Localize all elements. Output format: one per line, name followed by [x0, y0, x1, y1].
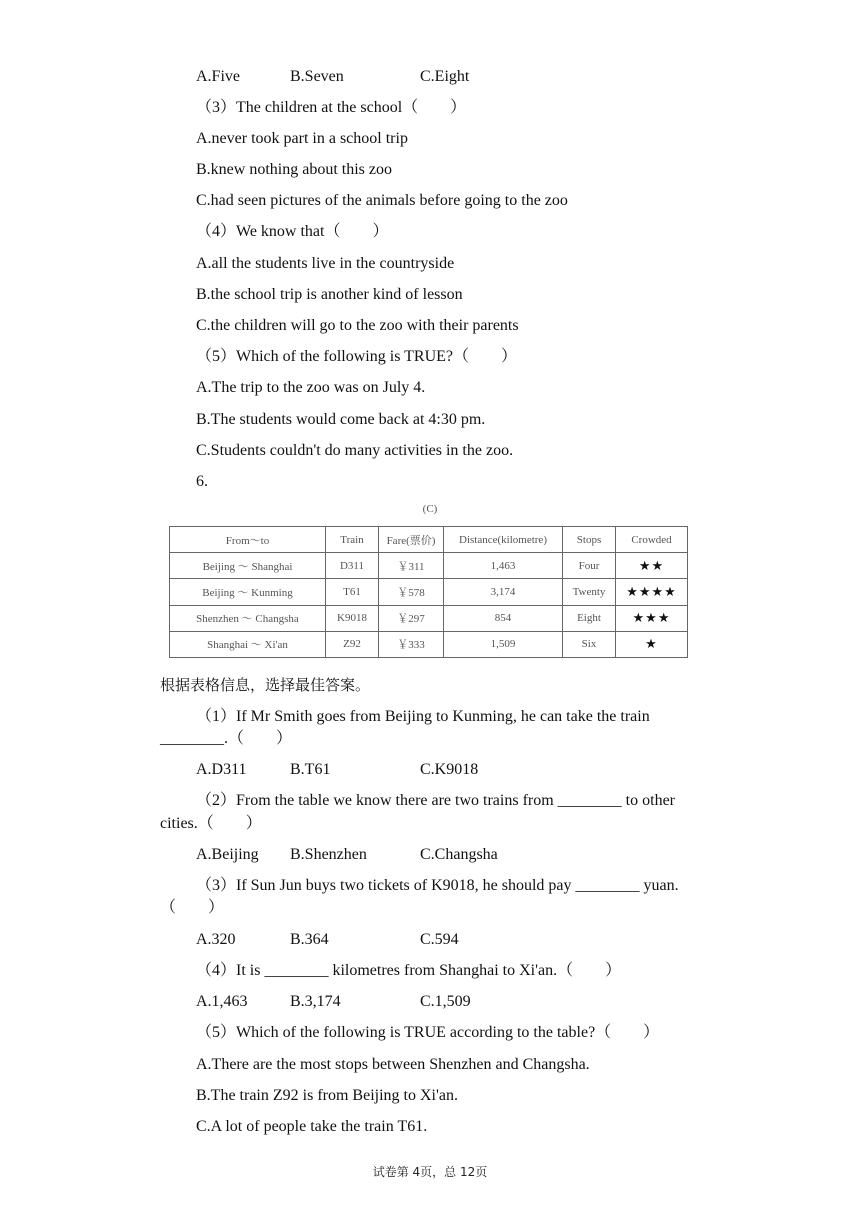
- column-header: From～to: [170, 527, 326, 553]
- table-cell: 1,509: [444, 631, 563, 657]
- option-c: C.Changsha: [420, 846, 498, 863]
- table-cell: D311: [326, 553, 379, 579]
- table-cell: Eight: [563, 605, 616, 631]
- table-cell: Twenty: [563, 579, 616, 605]
- option-a: A.Beijing: [196, 846, 259, 863]
- table-caption: (C): [422, 503, 438, 515]
- crowded-stars: ★★★★: [616, 579, 688, 605]
- question-stem-cont: ________.（ ）: [160, 730, 293, 747]
- instruction: 根据表格信息，选择最佳答案。: [160, 676, 371, 694]
- crowded-stars: ★★★: [616, 605, 688, 631]
- table-cell: 854: [444, 605, 563, 631]
- option-c: C.Eight: [420, 68, 470, 85]
- question-stem: （3）If Sun Jun buys two tickets of K9018, he should pay ________ yuan.: [196, 877, 679, 894]
- crowded-stars: ★★: [616, 553, 688, 579]
- table-cell: Shanghai ～ Xi'an: [170, 631, 326, 657]
- question-stem: （5）Which of the following is TRUE?（ ）: [196, 348, 518, 365]
- question-stem: （5）Which of the following is TRUE according to the table?（ ）: [196, 1024, 660, 1041]
- crowded-stars: ★: [616, 631, 688, 657]
- option-a: A.D311: [196, 761, 247, 778]
- column-header: Distance(kilometre): [444, 527, 563, 553]
- question-stem: （4）It is ________ kilometres from Shanghai to Xi'an.（ ）: [196, 962, 622, 979]
- table-header-row: [170, 527, 688, 553]
- option-c: C.Students couldn't do many activities in the zoo.: [196, 442, 514, 459]
- option-a: A.1,463: [196, 993, 248, 1010]
- question-stem: （4）We know that（ ）: [196, 223, 389, 240]
- option-b: B.Seven: [290, 68, 344, 85]
- option-b: B.3,174: [290, 993, 341, 1010]
- option-a: A.There are the most stops between Shenzhen and Changsha.: [196, 1056, 590, 1073]
- option-b: B.The students would come back at 4:30 pm.: [196, 411, 486, 428]
- table-cell: T61: [326, 579, 379, 605]
- option-b: B.T61: [290, 761, 331, 778]
- option-c: C.A lot of people take the train T61.: [196, 1118, 428, 1135]
- column-header: Crowded: [616, 527, 688, 553]
- option-c: C.the children will go to the zoo with their parents: [196, 317, 519, 334]
- option-b: B.the school trip is another kind of lesson: [196, 286, 463, 303]
- table-cell: Four: [563, 553, 616, 579]
- table-cell: ￥333: [379, 631, 444, 657]
- option-b: B.364: [290, 931, 329, 948]
- question-stem: （1）If Mr Smith goes from Beijing to Kunming, he can take the train: [196, 708, 650, 725]
- table-cell: Shenzhen ～ Changsha: [170, 605, 326, 631]
- column-header: Stops: [563, 527, 616, 553]
- option-a: A.Five: [196, 68, 240, 85]
- section-number: 6.: [196, 473, 208, 490]
- option-b: B.Shenzhen: [290, 846, 367, 863]
- option-b: B.knew nothing about this zoo: [196, 161, 392, 178]
- table-cell: Z92: [326, 631, 379, 657]
- table-cell: ￥578: [379, 579, 444, 605]
- option-a: A.The trip to the zoo was on July 4.: [196, 379, 426, 396]
- question-stem-cont: cities.（ ）: [160, 815, 262, 832]
- option-c: C.had seen pictures of the animals before going to the zoo: [196, 192, 568, 209]
- table-row: [170, 631, 688, 657]
- column-header: Fare(票价): [379, 527, 444, 553]
- option-c: C.594: [420, 931, 459, 948]
- table-cell: 3,174: [444, 579, 563, 605]
- option-c: C.K9018: [420, 761, 479, 778]
- table-row: [170, 579, 688, 605]
- option-a: A.all the students live in the countryside: [196, 255, 455, 272]
- option-a: A.never took part in a school trip: [196, 130, 408, 147]
- table-cell: ￥311: [379, 553, 444, 579]
- option-b: B.The train Z92 is from Beijing to Xi'an.: [196, 1087, 458, 1104]
- question-stem: （3）The children at the school（ ）: [196, 99, 467, 116]
- page-footer: 试卷第 4页，总 12页: [372, 1165, 488, 1179]
- table-cell: Beijing ～ Shanghai: [170, 553, 326, 579]
- table-cell: K9018: [326, 605, 379, 631]
- question-stem-cont: （ ）: [160, 899, 225, 916]
- table-row: [170, 553, 688, 579]
- table-cell: 1,463: [444, 553, 563, 579]
- table-cell: ￥297: [379, 605, 444, 631]
- column-header: Train: [326, 527, 379, 553]
- option-c: C.1,509: [420, 993, 471, 1010]
- table-cell: Beijing ～ Kunming: [170, 579, 326, 605]
- train-table: [169, 526, 688, 658]
- table-cell: Six: [563, 631, 616, 657]
- question-stem: （2）From the table we know there are two trains from ________ to other: [196, 792, 676, 809]
- table-row: [170, 605, 688, 631]
- option-a: A.320: [196, 931, 236, 948]
